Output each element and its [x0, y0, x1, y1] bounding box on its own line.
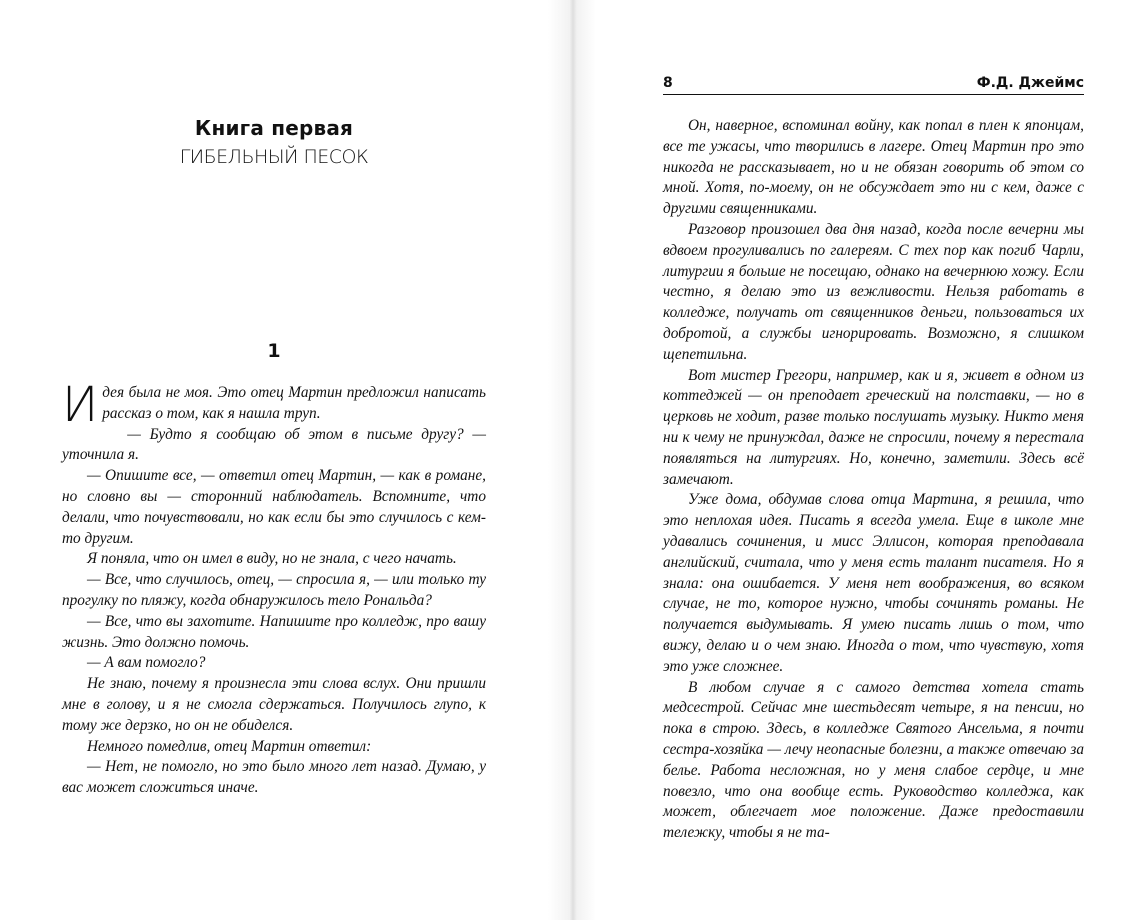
left-page: [0, 0, 573, 920]
paragraph: — А вам помогло?: [87, 654, 206, 672]
paragraph: — Будто я сообщаю об этом в письме другу? — уточнила я.: [62, 425, 486, 464]
paragraph: Немного помедлив, отец Мартин ответил:: [87, 737, 372, 755]
paragraph: В любом случае я с самого детства хотела стать медсестрой. Сейчас мне шестьдесят четыре, я на пенсии, но пока в строю. Здесь, в колледже Святого Ансельма, я почти сестра-хозяйка — лечу неопасные болезни, а также отвечаю за белье. Работа несложная, но у меня слабое сердце, и мне повезло, что она вообще есть. Руководство колледжа, как может, облегчает мое положение. Даже предоставили тележку, чтобы я не та-: [663, 678, 1084, 842]
paragraph: Я поняла, что он имел в виду, но не знала, с чего начать.: [87, 550, 457, 568]
book-subtitle: ГИБЕЛЬНЫЙ ПЕСОК: [179, 146, 369, 168]
author-name: Ф.Д. Джеймс: [976, 75, 1084, 91]
paragraph: — Опишите все, — ответил отец Мартин, — как в романе, но словно вы — сторонний наблюдатель. Вспомните, что делали, что почувствовали, но как если бы это случилось с кем-то другим.: [62, 467, 486, 547]
paragraph: — Все, что вы захотите. Напишите про колледж, про вашу жизнь. Это должно помочь.: [62, 612, 486, 651]
paragraph: Разговор произошел два дня назад, когда после вечерни мы вдвоем прогуливались по галереям. С тех пор как погиб Чарли, литургии я больше не посещаю, однако на вечернюю хожу. Если честно, я делаю это из вежливости. Нельзя работать в колледже, получать от священников деньги, пользоваться их добротой, а службы игнорировать. Возможно, я слишком щепетильна.: [663, 220, 1084, 363]
paragraph: Он, наверное, вспоминал войну, как попал в плен к японцам, все те ужасы, что творились в лагере. Отец Мартин про это никогда не рассказывает, но и не обязан говорить об этом со мной. Хотя, по-моему, он не обсуждает это ни с кем, даже с другими священниками.: [663, 117, 1084, 218]
left-page-text: [62, 377, 486, 799]
paragraph: Не знаю, почему я произнесла эти слова вслух. Они пришли мне в голову, и я не смогла сдержаться. Получилось глупо, к тому же дерзко, но он не обиделся.: [62, 675, 486, 734]
drop-cap: И: [62, 377, 97, 433]
page-number: 8: [663, 75, 673, 91]
right-page-text: [663, 116, 1084, 844]
paragraph: — Нет, не помогло, но это было много лет назад. Думаю, у вас может сложиться иначе.: [62, 758, 486, 797]
running-head: [663, 74, 1084, 95]
paragraph: Уже дома, обдумав слова отца Мартина, я решила, что это неплохая идея. Писать я всегда умела. Еще в школе мне удавались сочинения, и мисс Эллисон, которая преподавала английский, считала, что у меня есть талант писателя. Но я знала: она ошибается. У меня нет воображения, во всяком случае, не то, которое нужно, чтобы сочинять романы. Не получается выдумывать. Я умею писать лишь о том, что вижу, делаю и о чем знаю. Иногда о том, что чувствую, хотя это уже сложнее.: [663, 491, 1084, 675]
chapter-number: 1: [267, 340, 281, 362]
paragraph-first: [62, 377, 486, 433]
paragraph-first-text: дея была не моя. Это отец Мартин предложил написать рассказ о том, как я нашла труп.: [102, 384, 486, 422]
right-page: [574, 0, 1147, 920]
book-title: Книга первая: [194, 116, 354, 140]
paragraph: — Все, что случилось, отец, — спросила я, — или только ту прогулку по пляжу, когда обнаружилось тело Рональда?: [62, 571, 486, 609]
paragraph: Вот мистер Грегори, например, как и я, живет в одном из коттеджей — он преподает греческий на полставки, — но в церковь не ходит, разве только послушать музыку. Никто меня ни к чему не принуждал, даже не спросили, почему я перестала появляться на литургиях. Но, конечно, заметили. Здесь всё замечают.: [663, 366, 1084, 488]
